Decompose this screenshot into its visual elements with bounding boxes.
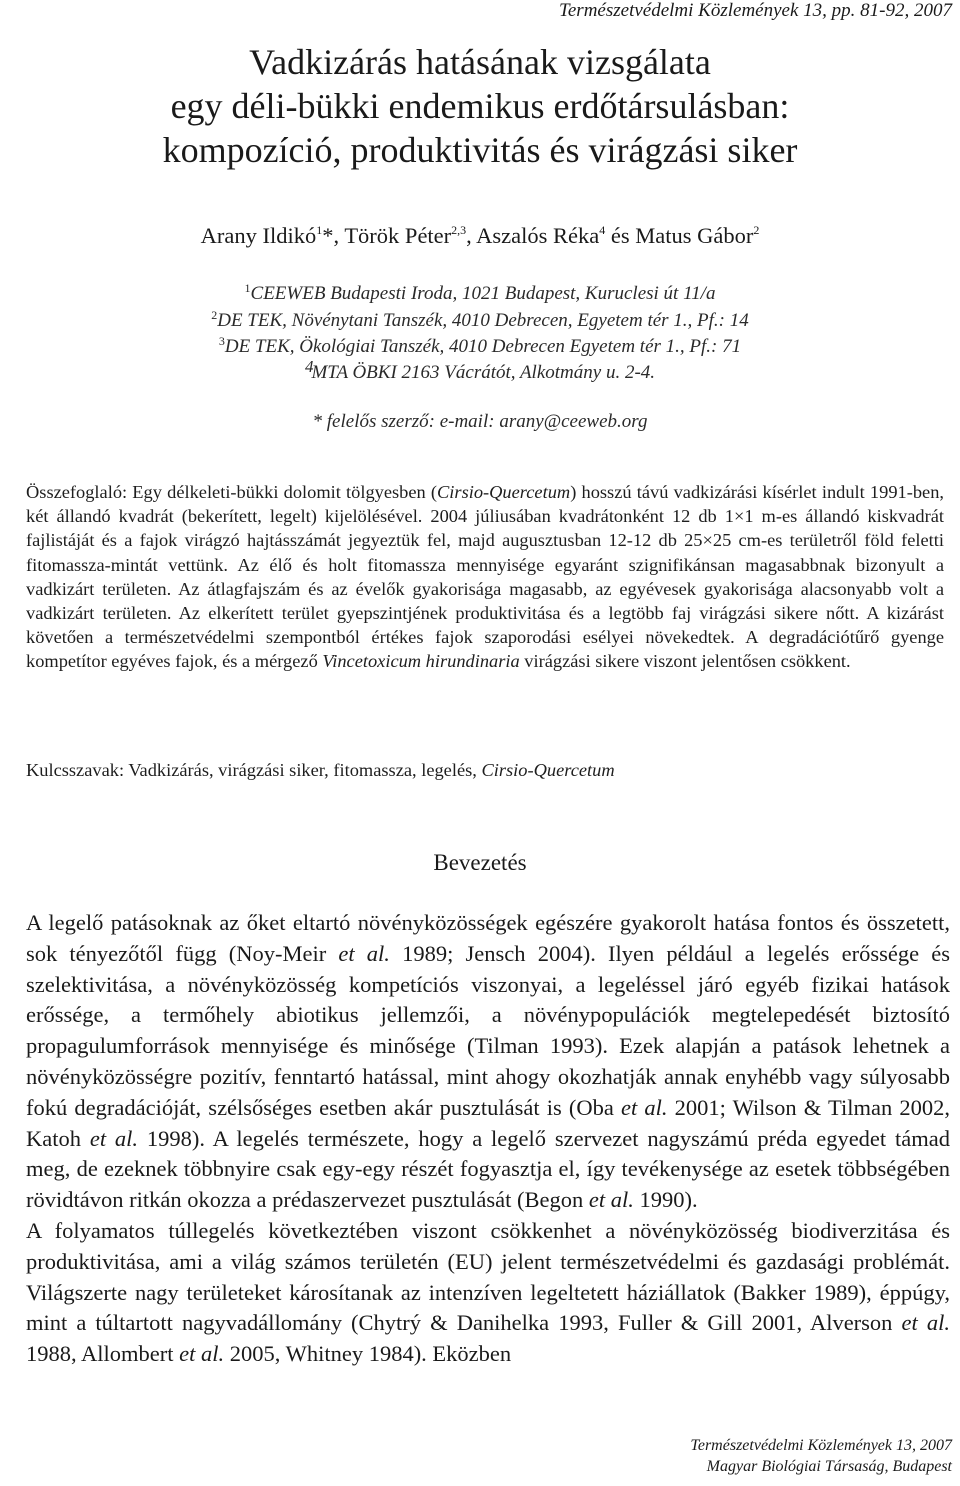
affiliation-number: 1 — [244, 281, 251, 295]
keywords — [26, 760, 615, 781]
author-name: Matus Gábor — [635, 223, 754, 248]
author-separator: , — [466, 223, 477, 248]
author-affiliation-mark: 2,3 — [451, 223, 467, 237]
author-separator: , — [333, 223, 345, 248]
body-italic: et al. — [588, 1187, 634, 1213]
body-text: 1998). A legelés természete, hogy a legelő szervezet nagyszámú préda egyedet támad meg, de ezeknek többnyire csak egy-egy részét fogyasztja el, így tevékenysége az esetek többségében rövidtávon ritkán okozza a prédaszervezet pusztulását (Begon — [26, 1125, 950, 1213]
paper-title — [0, 40, 960, 172]
body-text: 1988, Allombert — [26, 1341, 180, 1367]
abstract — [26, 480, 944, 674]
body-text: 1990). — [633, 1187, 698, 1213]
body-text: 2001; Wilson & Tilman 2002, Katoh — [26, 1094, 950, 1151]
author-list — [0, 223, 960, 249]
journal-reference: Természetvédelmi Közlemények 13, pp. 81-92, 2007 — [559, 0, 952, 21]
section-heading: Bevezetés — [433, 850, 527, 875]
author-affiliation-mark: 4 — [599, 223, 606, 237]
affiliation-number: 2 — [211, 308, 218, 322]
body-text: 1989; Jensch 2004). Ilyen például a legelés erőssége és szelektivitása, a növényközösség kompetíciós viszonyai, a legeléssel járó egyéb fizikai hatások erőssége, a termőhely abiotikus jellemzői, a növénypopulációk megtelepedését biztosító propagulumforrások mennyisége és minősége (Tilman 1993). Ezek alapján a patások lehetnek a növényközösségre pozitív, fenntartó hatással, mint ahogy okozhatják annak enyhébb vagy súlyosabb fokú degradációját, szélsőséges esetben akár pusztulását is (Oba — [26, 940, 950, 1120]
affiliation-2 — [0, 310, 960, 332]
corresponding-mark: * — [322, 223, 334, 248]
body-paragraph-1 — [26, 908, 950, 1216]
body-italic: et al. — [620, 1094, 668, 1120]
author-separator: és — [605, 223, 636, 248]
title-line-2: egy déli-bükki endemikus erdőtársulásban: — [170, 86, 790, 126]
title-line-3: kompozíció, produktivitás és virágzási siker — [162, 130, 798, 170]
affiliation-text: DE TEK, Növénytani Tanszék, 4010 Debrecen, Egyetem tér 1., Pf.: 14 — [217, 310, 749, 331]
title-line-1: Vadkizárás hatásának vizsgálata — [249, 42, 711, 82]
body-italic: et al. — [89, 1125, 139, 1151]
body-text: A legelő patásoknak az őket eltartó növényközösségek egészére gyakorolt hatása fontos és összetett, sok tényezőtől függ (Noy-Meir — [26, 910, 950, 966]
abstract-text: ) hosszú távú vadkizárási kísérlet indult 1991-ben, két állandó kvadrát (bekerített, legelt) kijelölésével. 2004 júliusában kvadrátonként 12 db 1×1 m-es állandó kiskvadrát fajlistáját és a fajok virágzó hajtásszámát jegyeztük fel, majd augusztusban 12-12 db 25×25 cm-es területről föld feletti fitomassza-mintát vettünk. Az élő és holt fitomassza mennyisége egyaránt szignifikánsan magasabbnak bizonyult a vadkizárt területen. Az átlagfajszám és az évelők gyakorisága magasabb, az egyévesek gyakorisága alacsonyabb volt a vadkizárt területen. Az elkerített terület gyepszintjének produktivitása és a legtöbb faj virágzási sikere nőtt. A kizárást követően a természetvédelmi szempontból értékes fajok szaporodási esélyei növekedtek. A degradációtűrő gyenge kompetítor egyéves fajok, és a mérgező — [26, 482, 944, 672]
author-name: Aszalós Réka — [476, 223, 600, 248]
footer-journal: Természetvédelmi Közlemények 13, 2007 — [690, 1437, 952, 1454]
author-name: Arany Ildikó — [200, 223, 317, 248]
body-text: A folyamatos túllegelés következtében viszont csökkenhet a növényközösség biodiverzitása és produktivitása, ami a világ számos területén (EU) jelent természetvédelmi és gazdasági problémát. Világszerte nagy területeket károsítanak az intenzíven legeltetett háziállatok (Bakker 1989), éppúgy, mint a túltartott nagyvadállomány (Chytrý & Danihelka 1993, Fuller & Gill 2001, Alverson — [26, 1217, 950, 1336]
abstract-text: Összefoglaló: Egy délkeleti-bükki dolomit tölgyesben ( — [26, 482, 438, 502]
body-paragraph-2 — [26, 1216, 950, 1370]
body-italic: et al. — [338, 940, 390, 966]
author-affiliation-mark: 2 — [753, 223, 760, 237]
abstract-italic: Vincetoxicum hirundinaria — [322, 651, 520, 672]
affiliation-text: DE TEK, Ökológiai Tanszék, 4010 Debrecen Egyetem tér 1., Pf.: 71 — [224, 336, 742, 357]
body-text: 2005, Whitney 1984). Eközben — [224, 1341, 512, 1367]
abstract-italic: Cirsio-Quercetum — [437, 482, 571, 502]
affiliation-3 — [0, 336, 960, 358]
affiliation-text: CEEWEB Budapesti Iroda, 1021 Budapest, Kuruclesi út 11/a — [250, 283, 716, 304]
affiliation-number: 3 — [218, 334, 225, 348]
author-name: Török Péter — [344, 223, 452, 248]
keywords-italic: Cirsio-Quercetum — [481, 760, 615, 780]
author-affiliation-mark: 1 — [316, 223, 323, 237]
corresponding-author-email: * felelős szerző: e-mail: arany@ceeweb.org — [312, 411, 648, 432]
abstract-text: virágzási sikere viszont jelentősen csökkent. — [519, 651, 851, 672]
affiliation-1 — [0, 283, 960, 305]
affiliation-4 — [0, 357, 960, 384]
body-italic: et al. — [901, 1310, 950, 1336]
affiliation-text: MTA ÖBKI 2163 Vácrátót, Alkotmány u. 2-4. — [311, 362, 656, 383]
intro-body — [26, 908, 950, 1370]
affiliation-number: 4 — [304, 357, 314, 376]
abstract-paragraph — [26, 480, 944, 674]
body-italic: et al. — [179, 1341, 225, 1367]
keywords-text: Kulcsszavak: Vadkizárás, virágzási siker, fitomassza, legelés, — [26, 760, 482, 780]
footer-publisher: Magyar Biológiai Társaság, Budapest — [706, 1458, 952, 1475]
